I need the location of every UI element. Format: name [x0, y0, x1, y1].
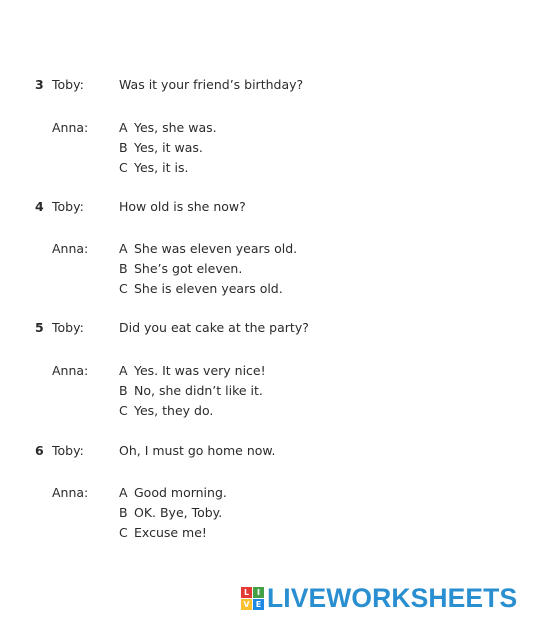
option-letter: C: [119, 160, 128, 175]
question-number: 5: [35, 320, 44, 335]
question-number: 3: [35, 77, 44, 92]
option-text: She was eleven years old.: [134, 241, 298, 256]
logo-icon-letter: L: [241, 587, 252, 598]
option-letter: A: [119, 363, 128, 378]
option-letter: C: [119, 281, 128, 296]
question-text: Was it your friend’s birthday?: [119, 77, 304, 92]
option-letter: A: [119, 485, 128, 500]
option-letter: A: [119, 120, 128, 135]
option-text: Yes, they do.: [134, 403, 214, 418]
question-number: 6: [35, 443, 44, 458]
option-letter: C: [119, 403, 128, 418]
option-text: OK. Bye, Toby.: [134, 505, 223, 520]
speaker-label: Toby:: [52, 77, 84, 92]
option-text: Yes, it was.: [134, 140, 203, 155]
responder-label: Anna:: [52, 120, 89, 135]
question-text: Did you eat cake at the party?: [119, 320, 309, 335]
option-text: She’s got eleven.: [134, 261, 243, 276]
option-text: Yes, it is.: [134, 160, 189, 175]
option-letter: A: [119, 241, 128, 256]
logo-icon-letter: E: [253, 599, 264, 610]
speaker-label: Toby:: [52, 199, 84, 214]
option-letter: C: [119, 525, 128, 540]
question-text: How old is she now?: [119, 199, 246, 214]
option-text: Good morning.: [134, 485, 227, 500]
option-letter: B: [119, 261, 128, 276]
speaker-label: Toby:: [52, 320, 84, 335]
logo-icon-letter: V: [241, 599, 252, 610]
option-text: She is eleven years old.: [134, 281, 283, 296]
option-text: Excuse me!: [134, 525, 207, 540]
option-text: Yes, she was.: [134, 120, 217, 135]
speaker-label: Toby:: [52, 443, 84, 458]
logo-icon-letter: I: [253, 587, 264, 598]
responder-label: Anna:: [52, 241, 89, 256]
option-text: No, she didn’t like it.: [134, 383, 263, 398]
logo-text: LIVEWORKSHEETS: [267, 583, 518, 613]
responder-label: Anna:: [52, 485, 89, 500]
responder-label: Anna:: [52, 363, 89, 378]
option-letter: B: [119, 383, 128, 398]
question-text: Oh, I must go home now.: [119, 443, 276, 458]
option-text: Yes. It was very nice!: [134, 363, 266, 378]
liveworksheets-logo: [241, 583, 517, 613]
question-number: 4: [35, 199, 44, 214]
option-letter: B: [119, 140, 128, 155]
liveworksheets-logo-icon: [241, 587, 264, 610]
option-letter: B: [119, 505, 128, 520]
